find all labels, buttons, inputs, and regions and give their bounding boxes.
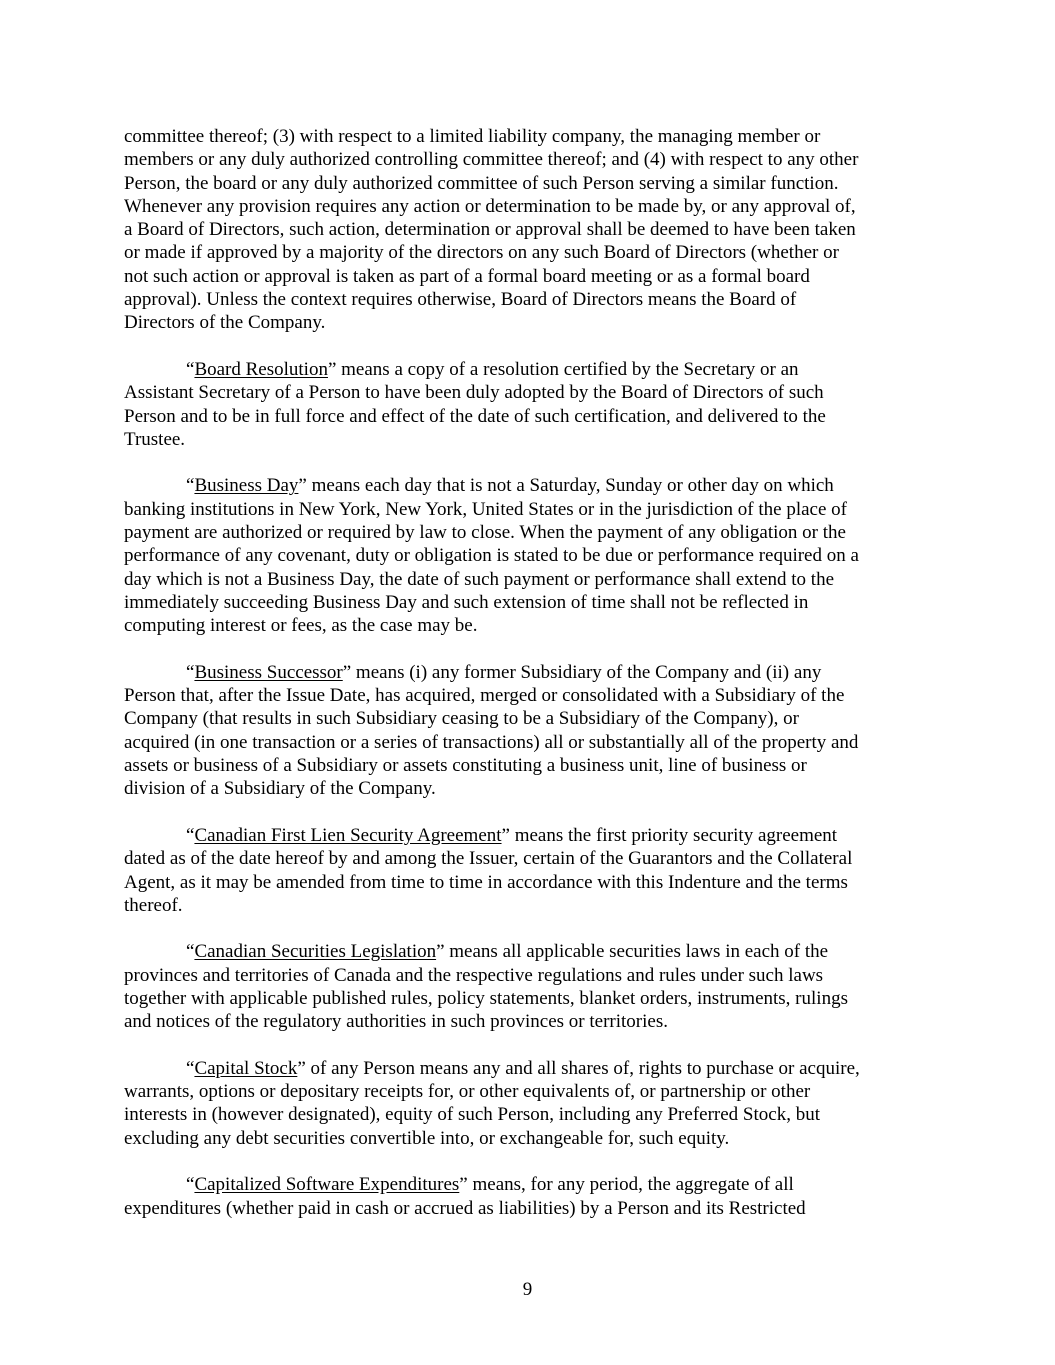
defined-term: Board Resolution	[194, 358, 328, 380]
quote-open: “	[186, 824, 195, 846]
quote-open: “	[186, 1174, 195, 1196]
paragraph-line: division of a Subsidiary of the Company.	[124, 778, 436, 800]
paragraph-line	[124, 1173, 944, 1196]
paragraph-line: provinces and territories of Canada and the respective regulations and rules under such laws	[124, 964, 824, 986]
quote-open: “	[186, 475, 195, 497]
paragraph-line	[124, 940, 944, 963]
paragraph-line: Assistant Secretary of a Person to have been duly adopted by the Board of Directors of such	[124, 382, 824, 404]
paragraph-line: performance of any covenant, duty or obligation is stated to be due or performance required on a	[124, 545, 859, 567]
document-body	[124, 125, 944, 1243]
line-text: ” means all applicable securities laws in each of the	[436, 941, 829, 963]
paragraph-line: Person, the board or any duly authorized committee of such Person serving a similar function.	[124, 172, 839, 194]
paragraph-line: Agent, as it may be amended from time to time in accordance with this Indenture and the terms	[124, 871, 848, 893]
defined-term: Capitalized Software Expenditures	[194, 1174, 460, 1196]
paragraph-line: computing interest or fees, as the case may be.	[124, 615, 478, 637]
paragraph-line: interests in (however designated), equity of such Person, including any Preferred Stock, but	[124, 1104, 820, 1126]
line-text: ” means, for any period, the aggregate of all	[459, 1174, 794, 1196]
defined-term: Capital Stock	[194, 1057, 298, 1079]
paragraph-line	[124, 661, 944, 684]
paragraph-line: thereof.	[124, 894, 183, 916]
paragraph-line: day which is not a Business Day, the date of such payment or performance shall extend to the	[124, 568, 835, 590]
paragraph-line: Trustee.	[124, 428, 186, 450]
paragraph-line: together with applicable published rules, policy statements, blanket orders, instruments, rulings	[124, 987, 848, 1009]
line-text: ” means the first priority security agreement	[501, 824, 838, 846]
quote-open: “	[186, 1057, 195, 1079]
paragraph-line: expenditures (whether paid in cash or accrued as liabilities) by a Person and its Restricted	[124, 1197, 806, 1219]
paragraph-line: approval). Unless the context requires otherwise, Board of Directors means the Board of	[124, 289, 797, 311]
paragraph-line: assets or business of a Subsidiary or assets constituting a business unit, line of business or	[124, 755, 807, 777]
paragraph-line: or made if approved by a majority of the directors on any such Board of Directors (whether or	[124, 242, 839, 264]
paragraph-line: and notices of the regulatory authorities in such provinces or territories.	[124, 1011, 668, 1033]
paragraph-line: excluding any debt securities convertible into, or exchangeable for, such equity.	[124, 1127, 730, 1149]
page-number: 9	[522, 1279, 533, 1300]
paragraph-line: Directors of the Company.	[124, 312, 326, 334]
paragraph-line: members or any duly authorized controlling committee thereof; and (4) with respect to any other	[124, 149, 859, 171]
quote-open: “	[186, 941, 195, 963]
quote-open: “	[186, 358, 195, 380]
paragraph-line	[124, 358, 944, 381]
paragraph-line	[124, 1057, 944, 1080]
line-text: ” of any Person means any and all shares of, rights to purchase or acquire,	[297, 1057, 860, 1079]
paragraph-line: banking institutions in New York, New York, United States or in the jurisdiction of the place of	[124, 498, 847, 520]
definition-paragraph	[124, 824, 944, 917]
definition-paragraph	[124, 474, 944, 637]
paragraph-line: dated as of the date hereof by and among the Issuer, certain of the Guarantors and the Collateral	[124, 848, 853, 870]
definition-paragraph	[124, 1057, 944, 1150]
defined-term: Business Day	[194, 475, 299, 497]
paragraph-line: immediately succeeding Business Day and such extension of time shall not be reflected in	[124, 591, 809, 613]
line-text: ” means each day that is not a Saturday, Sunday or other day on which	[298, 475, 834, 497]
paragraph-line	[124, 474, 944, 497]
defined-term: Canadian Securities Legislation	[194, 941, 437, 963]
paragraph-line: acquired (in one transaction or a series of transactions) all or substantially all of the property and	[124, 731, 859, 753]
paragraph-line: Person and to be in full force and effect of the date of such certification, and delivered to the	[124, 405, 826, 427]
paragraph-line	[124, 125, 944, 148]
defined-term: Canadian First Lien Security Agreement	[194, 824, 502, 846]
definition-paragraph	[124, 125, 944, 335]
definition-paragraph	[124, 661, 944, 801]
definition-paragraph	[124, 358, 944, 451]
paragraph-line: Person that, after the Issue Date, has acquired, merged or consolidated with a Subsidiary of the	[124, 685, 845, 707]
line-text: ” means (i) any former Subsidiary of the Company and (ii) any	[342, 661, 822, 683]
paragraph-line: payment are authorized or required by law to close. When the payment of any obligation or the	[124, 522, 846, 544]
paragraph-line: warrants, options or depositary receipts for, or other equivalents of, or partnership or other	[124, 1081, 811, 1103]
line-text: ” means a copy of a resolution certified by the Secretary or an	[327, 358, 799, 380]
quote-open: “	[186, 661, 195, 683]
definition-paragraph	[124, 940, 944, 1033]
defined-term: Business Successor	[194, 661, 343, 683]
paragraph-line: a Board of Directors, such action, determination or approval shall be deemed to have been taken	[124, 219, 856, 241]
line-text: committee thereof; (3) with respect to a limited liability company, the managing member or	[124, 126, 821, 147]
paragraph-line: Whenever any provision requires any action or determination to be made by, or any approval of,	[124, 195, 856, 217]
paragraph-line	[124, 824, 944, 847]
definition-paragraph	[124, 1173, 944, 1220]
paragraph-line: Company (that results in such Subsidiary ceasing to be a Subsidiary of the Company), or	[124, 708, 799, 730]
paragraph-line: not such action or approval is taken as part of a formal board meeting or as a formal board	[124, 265, 810, 287]
